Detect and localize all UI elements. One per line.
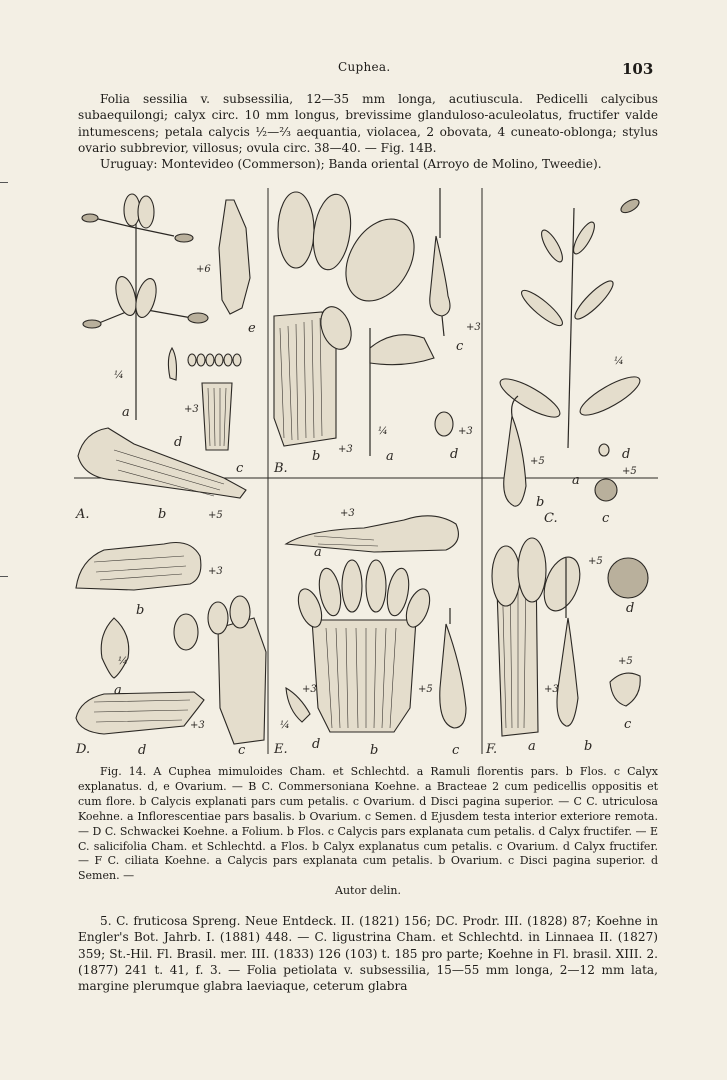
mag-b: +3	[302, 684, 317, 695]
mag-c: +3	[466, 322, 481, 333]
label-d: d	[450, 447, 459, 462]
petal	[366, 560, 386, 612]
petals-row	[188, 354, 241, 366]
mag-b: +5	[208, 510, 223, 521]
label-c: c	[456, 339, 464, 354]
label-c: c	[238, 743, 246, 756]
ovary-c-b	[504, 416, 526, 506]
label-d: d	[174, 435, 183, 450]
mag-a: ¼	[114, 370, 124, 381]
label-b: b	[136, 603, 145, 618]
ovary-d	[168, 348, 176, 380]
seed-c	[595, 479, 617, 501]
label-a: a	[528, 739, 536, 754]
calyx-explanatus	[202, 383, 232, 450]
label-d: d	[626, 601, 635, 616]
panel-e-drawing	[286, 516, 466, 732]
distribution-paragraph: Uruguay: Montevideo (Commerson); Banda oriental (Arroyo de Molino, Tweedie).	[100, 157, 602, 172]
flower-bud	[188, 313, 208, 323]
label-c: c	[602, 511, 610, 526]
label-d: d	[622, 447, 631, 462]
label-b: b	[158, 507, 167, 522]
ovary-e-c	[440, 624, 466, 728]
label-b: b	[584, 739, 593, 754]
mag-a: ¼	[118, 656, 128, 667]
leaf-d-a	[101, 618, 129, 678]
mag-d: +3	[458, 426, 473, 437]
leaf	[538, 227, 566, 264]
mag-c: +5	[618, 656, 633, 667]
running-head	[0, 60, 727, 80]
leaf	[571, 277, 618, 324]
label-a: a	[572, 473, 580, 488]
running-title: Cuphea.	[338, 60, 391, 74]
mag-a: ¼	[378, 426, 388, 437]
leaf	[496, 372, 565, 423]
mag-c: +5	[418, 684, 433, 695]
flower-bud	[619, 197, 641, 216]
figure-illustration	[74, 188, 658, 756]
flower-bud	[175, 234, 193, 242]
mag-d: +5	[588, 556, 603, 567]
panel-f-drawing	[492, 538, 648, 736]
label-d: d	[138, 743, 147, 756]
label-c: c	[624, 717, 632, 732]
label-b: b	[312, 449, 321, 464]
panel-a-drawing	[78, 194, 250, 498]
calyx-d-d	[76, 692, 204, 734]
description-paragraph: Folia sessilia v. subsessilia, 12—35 mm longa, acutiuscula. Pedicelli calycibus subaequilongi; calyx circ. 10 mm longus, brevissime glanduloso-aculeolatus, fructifer valde intumescens; petala calycis ½—⅔ aequantia, violacea, 2 obovata, 4 cuneato-oblonga; stylus ovario subbrevior, villosus; ovula circ. 38—40. — Fig. 14B.	[78, 92, 658, 155]
mag-b: +5	[530, 456, 545, 467]
figure-caption	[78, 765, 658, 899]
label-e: e	[248, 321, 256, 336]
caption-text: Fig. 14. A Cuphea mimuloides Cham. et Schlechtd. a Ramuli florentis pars. b Flos. c Calyx explanatus. d, e Ovarium. — B C. Commersoniana Koehne. a Bracteae 2 cum pedicellis oppositis et cum flore. b Calycis explanati pars cum petalis. c Ovarium. d Disci pagina superior. — C C. utriculosa Koehne. a Inflorescentiae pars basalis. b Ovarium. c Semen. d Ejusdem testa interior exteriore remota. — D C. Schwackei Koehne. a Folium. b Flos. c Calycis pars explanata cum petalis. d Calyx fructifer. — E C. salicifolia Cham. et Schlechtd. a Flos. b Calyx explanatus cum petalis. c Ovarium. d Calyx fructifer. — F C. ciliata Koehne. a Calycis pars explanata cum petalis. b Ovarium. c Disci pagina superior. d Semen. —	[78, 765, 658, 883]
mag-a: +3	[544, 684, 559, 695]
leaf	[518, 286, 567, 330]
mag-d: +3	[190, 720, 205, 731]
leaf	[138, 196, 154, 228]
page-number: 103	[622, 60, 654, 78]
mag-d: +5	[622, 466, 637, 477]
label-b: b	[536, 495, 545, 510]
margin-mark	[0, 182, 8, 183]
petal	[174, 614, 198, 650]
petal	[518, 538, 546, 602]
disc-d	[435, 412, 453, 436]
bract	[278, 192, 314, 268]
mag-d: ¼	[280, 720, 290, 731]
label-b: b	[370, 743, 379, 756]
calyx-e-b	[312, 620, 416, 732]
petal	[208, 602, 228, 634]
petal	[492, 546, 520, 606]
mag-a: +3	[340, 508, 355, 519]
leaf	[576, 370, 645, 421]
intro-text	[78, 91, 658, 172]
stem-c	[568, 208, 574, 448]
panel-f-label: F.	[486, 742, 498, 756]
margin-mark	[0, 576, 8, 577]
flower-bud	[82, 214, 98, 222]
flower-b-a	[370, 335, 434, 365]
flower-bud	[83, 320, 101, 328]
caption-credit: Autor delin.	[335, 884, 401, 898]
panel-b-label: B.	[274, 461, 288, 476]
disc-f-c	[610, 673, 640, 706]
seed-testa-d	[599, 444, 609, 456]
figure-14	[74, 188, 658, 756]
panel-a-label: A.	[76, 507, 90, 522]
mag-e: +6	[196, 264, 211, 275]
panel-d-label: D.	[76, 742, 91, 756]
calyx-d-c	[218, 618, 266, 744]
panel-b-drawing	[274, 188, 453, 456]
flower-e-a	[286, 516, 458, 552]
panel-e-label: E.	[274, 742, 288, 756]
label-c: c	[452, 743, 460, 756]
mag-d: +3	[184, 404, 199, 415]
mag-a: ¼	[614, 356, 624, 367]
panel-c-label: C.	[544, 511, 558, 526]
label-a: a	[386, 449, 394, 464]
mag-b: +3	[338, 444, 353, 455]
species-paragraph: 5. C. fruticosa Spreng. Neue Entdeck. II. (1821) 156; DC. Prodr. III. (1828) 87; Koehne in Engler's Bot. Jahrb. I. (1881) 448. — C. ligustrina Cham. et Schlechtd. in Linnaea II. (1827) 359; St.-Hil. Fl. Brasil. mer. III. (1833) 126 (103) t. 185 pro parte; Koehne in Fl. brasil. XIII. 2. (1877) 241 t. 41, f. 3. — Folia petiolata v. subsessilia, 15—55 mm longa, 2—12 mm lata, margine plerumque glabra laeviaque, ceterum glabra	[78, 914, 658, 994]
panel-d-drawing	[76, 543, 266, 745]
ovary-b-c	[430, 236, 450, 316]
label-c: c	[236, 461, 244, 476]
label-d: d	[312, 737, 321, 752]
label-a: a	[122, 405, 130, 420]
petal	[230, 596, 250, 628]
mag-b: +3	[208, 566, 223, 577]
ovary-f-b	[557, 618, 578, 726]
seed-f-d	[608, 558, 648, 598]
ovary-e	[219, 200, 250, 314]
label-a: a	[114, 683, 122, 698]
petal	[342, 560, 362, 612]
species-entry	[78, 913, 658, 994]
label-a: a	[314, 545, 322, 560]
